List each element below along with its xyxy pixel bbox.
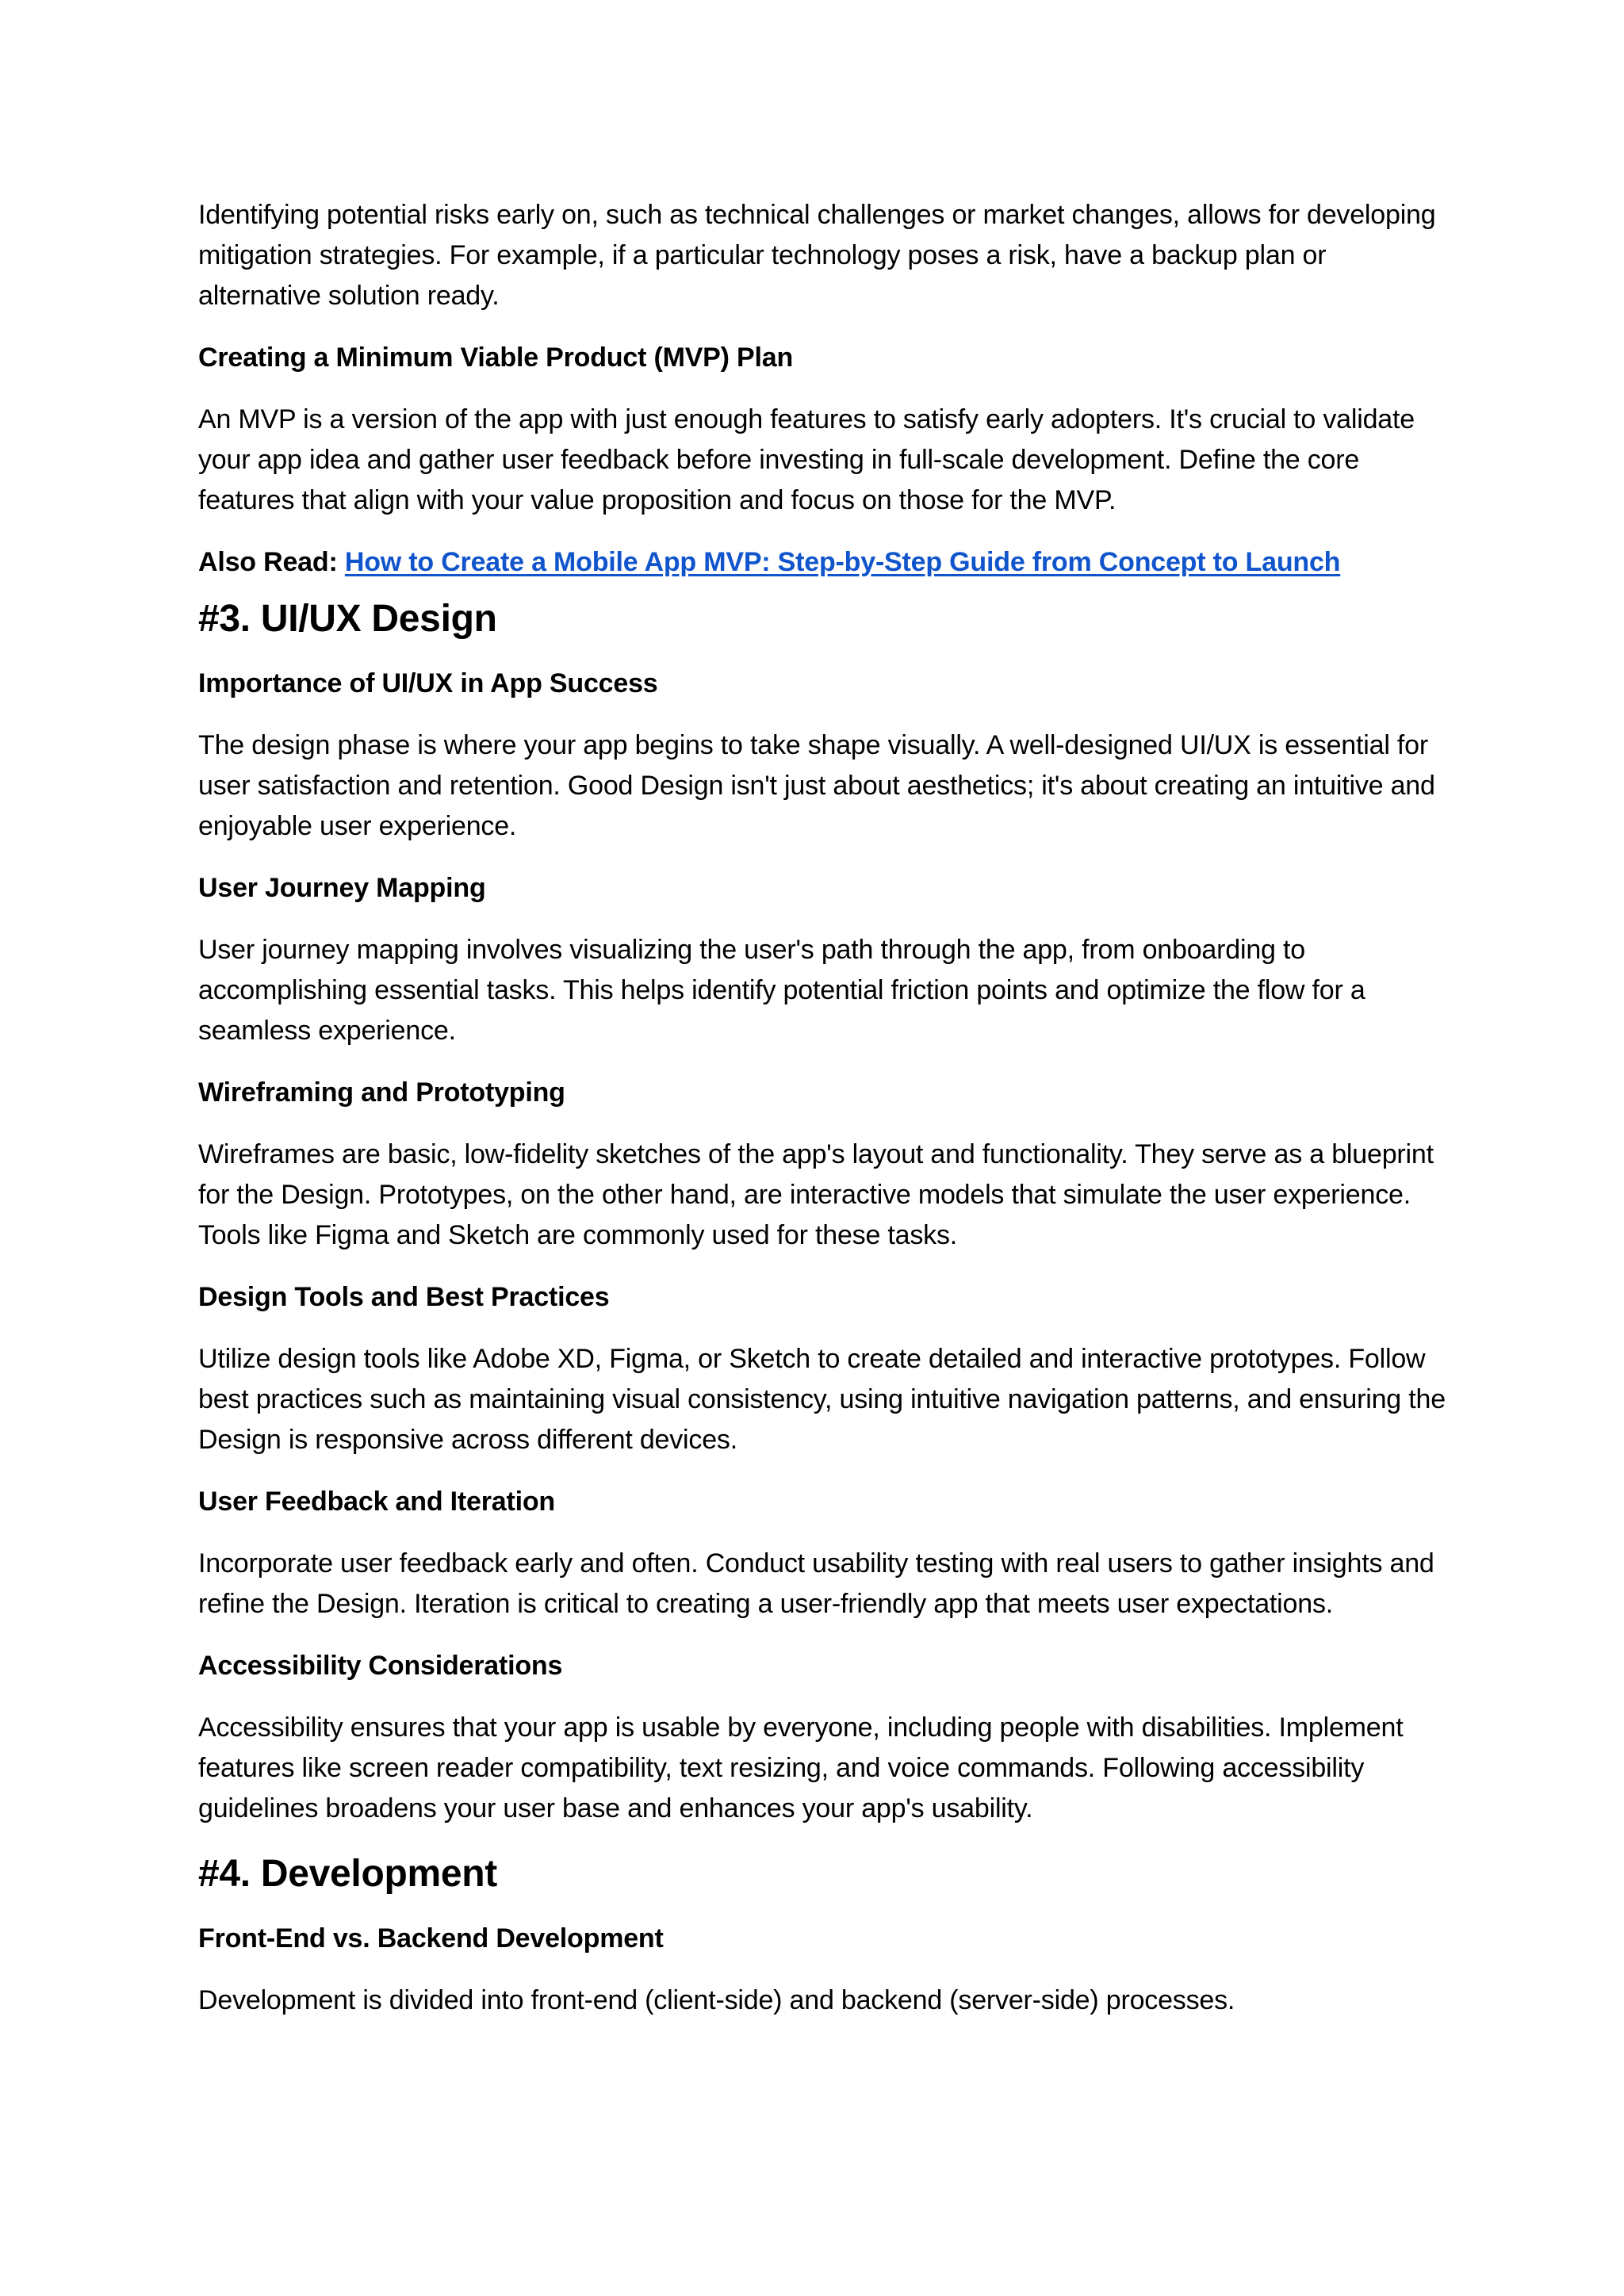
heading-mvp-plan: Creating a Minimum Viable Product (MVP) Plan bbox=[198, 342, 794, 373]
paragraph-wireframing: Wireframes are basic, low-fidelity sketches of the app's layout and functionality. They serve as a blueprint for the Design. Prototypes, on the other hand, are interactive models that simulate the user experience. Tools like Figma and Sketch are commonly used for these tasks. bbox=[198, 1139, 1434, 1250]
paragraph-risk-mitigation: Identifying potential risks early on, such as technical challenges or market changes, allows for developing mitigation strategies. For example, if a particular technology poses a risk, have a backup plan or alternative solution ready. bbox=[198, 200, 1436, 311]
heading-design-tools: Design Tools and Best Practices bbox=[198, 1282, 610, 1312]
document-page bbox=[198, 195, 1451, 2042]
heading-user-journey: User Journey Mapping bbox=[198, 873, 486, 903]
paragraph-mvp: An MVP is a version of the app with just enough features to satisfy early adopters. It's crucial to validate your app idea and gather user feedback before investing in full-scale development. Define the core features that align with your value proposition and focus on those for the MVP. bbox=[198, 404, 1415, 515]
also-read-label: Also Read: bbox=[198, 547, 338, 577]
also-read-link[interactable]: How to Create a Mobile App MVP: Step-by-Step Guide from Concept to Launch bbox=[344, 547, 1341, 577]
paragraph-importance-ui-ux: The design phase is where your app begins to take shape visually. A well-designed UI/UX is essential for user satisfaction and retention. Good Design isn't just about aesthetics; it's about creating an intuitive and enjoyable user experience. bbox=[198, 730, 1435, 841]
paragraph-user-feedback: Incorporate user feedback early and often. Conduct usability testing with real users to gather insights and refine the Design. Iteration is critical to creating a user-friendly app that meets user expectations. bbox=[198, 1548, 1434, 1619]
heading-user-feedback: User Feedback and Iteration bbox=[198, 1487, 555, 1517]
section-title-development: #4. Development bbox=[198, 1853, 497, 1895]
also-read-line bbox=[198, 542, 1451, 583]
paragraph-accessibility: Accessibility ensures that your app is usable by everyone, including people with disabilities. Implement features like screen reader compatibility, text resizing, and voice commands. Following accessibility guidelines broadens your user base and enhances your app's usability. bbox=[198, 1712, 1404, 1823]
heading-frontend-backend: Front-End vs. Backend Development bbox=[198, 1923, 664, 1954]
heading-accessibility: Accessibility Considerations bbox=[198, 1651, 563, 1681]
heading-wireframing: Wireframing and Prototyping bbox=[198, 1077, 565, 1108]
paragraph-frontend-backend: Development is divided into front-end (client-side) and backend (server-side) processes. bbox=[198, 1985, 1235, 2015]
paragraph-design-tools: Utilize design tools like Adobe XD, Figma, or Sketch to create detailed and interactive prototypes. Follow best practices such as maintaining visual consistency, using intuitive navigation patterns, and ensuring the Design is responsive across different devices. bbox=[198, 1344, 1446, 1455]
paragraph-user-journey: User journey mapping involves visualizing the user's path through the app, from onboarding to accomplishing essential tasks. This helps identify potential friction points and optimize the flow for a seamless experience. bbox=[198, 935, 1365, 1046]
section-title-ui-ux: #3. UI/UX Design bbox=[198, 598, 497, 640]
heading-importance-ui-ux: Importance of UI/UX in App Success bbox=[198, 668, 658, 698]
